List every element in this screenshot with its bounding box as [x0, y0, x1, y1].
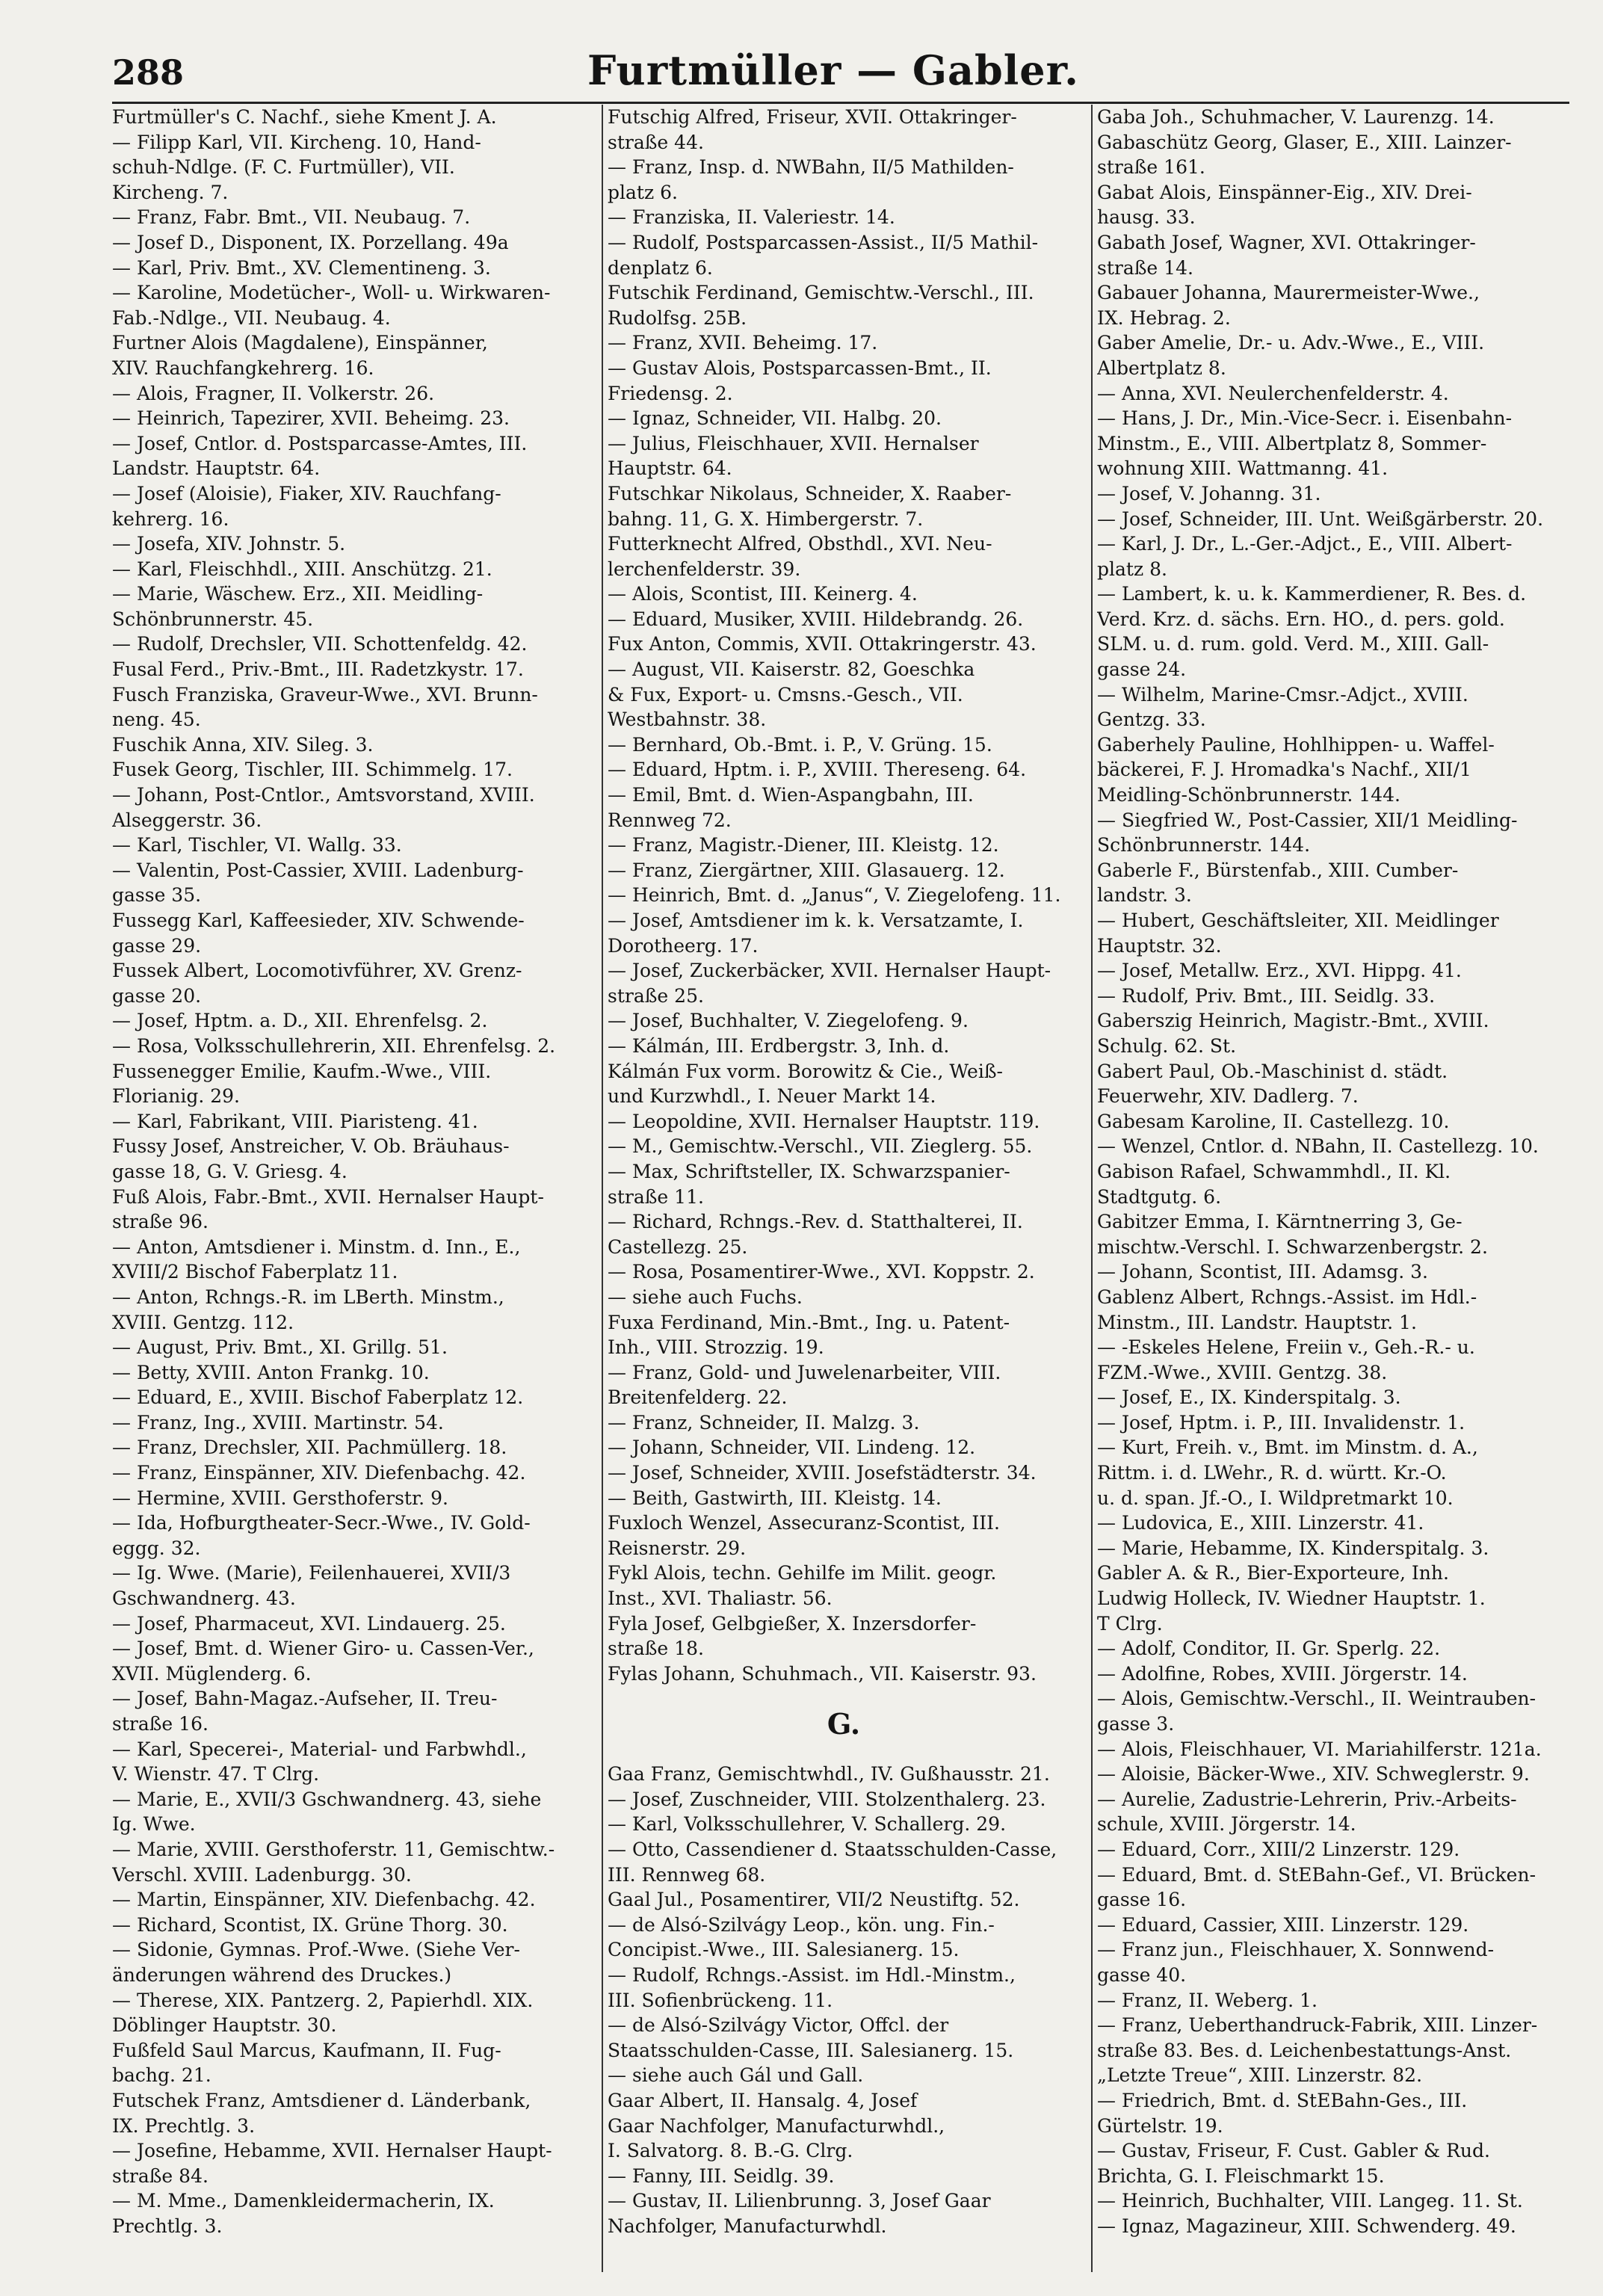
- directory-entry-line: — Hermine, XVIII. Gersthoferstr. 9.: [112, 1487, 448, 1509]
- directory-entry-line: Fykl Alois, techn. Gehilfe im Milit. geogr.: [608, 1562, 997, 1584]
- directory-entry-line: — Johann, Schneider, VII. Lindeng. 12.: [608, 1436, 976, 1459]
- directory-entry-line: Brichta, G. I. Fleischmarkt 15.: [1097, 2164, 1385, 2187]
- directory-entry-line: Staatsschulden-Casse, III. Salesianerg. 15.: [608, 2039, 1014, 2061]
- directory-entry-line: — M., Gemischtw.-Verschl., VII. Zieglerg. 55.: [608, 1135, 1033, 1158]
- directory-entry-line: Westbahnstr. 38.: [608, 709, 767, 731]
- directory-entry-line: — Eduard, Bmt. d. StEBahn-Gef., VI. Brücken-: [1097, 1863, 1536, 1886]
- directory-entry-line: — Karl, Tischler, VI. Wallg. 33.: [112, 834, 402, 857]
- directory-entry-line: XVIII/2 Bischof Faberplatz 11.: [112, 1261, 398, 1283]
- directory-entry-line: Albertplatz 8.: [1097, 357, 1226, 379]
- directory-entry-line: gasse 18, G. V. Griesg. 4.: [112, 1160, 348, 1182]
- directory-entry-line: Verschl. XVIII. Ladenburgg. 30.: [112, 1863, 412, 1886]
- directory-entry-line: Fusch Franziska, Graveur-Wwe., XVI. Brunn-: [112, 683, 538, 706]
- directory-entry-line: Kircheng. 7.: [112, 181, 229, 203]
- directory-entry-line: — Franz, Insp. d. NWBahn, II/5 Mathilden-: [608, 156, 1014, 179]
- directory-entry-line: — Karl, Priv. Bmt., XV. Clementineng. 3.: [112, 256, 491, 279]
- directory-entry-line: Fußfeld Saul Marcus, Kaufmann, II. Fug-: [112, 2039, 501, 2061]
- directory-entry-line: Minstm., III. Landstr. Hauptstr. 1.: [1097, 1311, 1417, 1333]
- directory-entry-line: — Josef, Schneider, XVIII. Josefstädterstr. 34.: [608, 1462, 1037, 1484]
- directory-entry-line: Fuxloch Wenzel, Assecuranz-Scontist, III.: [608, 1512, 1000, 1534]
- directory-entry-line: — Josef, Zuckerbäcker, XVII. Hernalser Haupt-: [608, 960, 1051, 982]
- directory-entry-line: — Karoline, Modetücher-, Woll- u. Wirkwaren-: [112, 282, 551, 304]
- directory-entry-line: SLM. u. d. rum. gold. Verd. M., XIII. Gall-: [1097, 633, 1489, 655]
- directory-entry-line: — Karl, J. Dr., L.-Ger.-Adjct., E., VIII. Albert-: [1097, 533, 1513, 555]
- directory-entry-line: — Otto, Cassendiener d. Staatsschulden-Casse,: [608, 1838, 1057, 1860]
- directory-entry-line: — Marie, Hebamme, IX. Kinderspitalg. 3.: [1097, 1537, 1489, 1559]
- directory-entry-line: — Gustav, Friseur, F. Cust. Gabler & Rud.: [1097, 2140, 1490, 2162]
- directory-entry-line: Fuschik Anna, XIV. Sileg. 3.: [112, 733, 374, 756]
- directory-entry-line: — Josef (Aloisie), Fiaker, XIV. Rauchfang-: [112, 482, 501, 504]
- directory-entry-line: Fyla Josef, Gelbgießer, X. Inzersdorfer-: [608, 1612, 977, 1635]
- directory-entry-line: [608, 1737, 1080, 1762]
- directory-entry-line: lerchenfelderstr. 39.: [608, 558, 801, 580]
- directory-entry-line: — Eduard, Musiker, XVIII. Hildebrandg. 26.: [608, 608, 1024, 630]
- directory-entry-line: — Johann, Post-Cntlor., Amtsvorstand, XVIII.: [112, 784, 535, 806]
- directory-entry-line: — Franz jun., Fleischhauer, X. Sonnwend-: [1097, 1939, 1495, 1961]
- directory-entry-line: — Franz, II. Weberg. 1.: [1097, 1989, 1318, 2011]
- directory-entry-line: & Fux, Export- u. Cmsns.-Gesch., VII.: [608, 683, 963, 706]
- directory-entry-line: bäckerei, F. J. Hromadka's Nachf., XII/1: [1097, 759, 1471, 781]
- directory-entry-line: Dorotheerg. 17.: [608, 934, 759, 957]
- directory-entry-line: — Adolf, Conditor, II. Gr. Sperlg. 22.: [1097, 1638, 1441, 1660]
- directory-entry-line: Nachfolger, Manufacturwhdl.: [608, 2215, 887, 2237]
- directory-entry-line: Landstr. Hauptstr. 64.: [112, 457, 321, 480]
- directory-entry-line: Rudolfsg. 25B.: [608, 306, 747, 329]
- directory-entry-line: Gabitzer Emma, I. Kärntnerring 3, Ge-: [1097, 1211, 1463, 1233]
- directory-entry-line: kehrerg. 16.: [112, 507, 229, 530]
- directory-entry-line: III. Sofienbrückeng. 11.: [608, 1989, 833, 2011]
- directory-entry-line: — Ludovica, E., XIII. Linzerstr. 41.: [1097, 1512, 1424, 1534]
- directory-entry-line: — Josef, V. Johanng. 31.: [1097, 482, 1321, 504]
- directory-entry-line: — Josef, Zuschneider, VIII. Stolzenthalerg. 23.: [608, 1788, 1046, 1810]
- directory-entry-line: änderungen während des Druckes.): [112, 1963, 452, 1986]
- directory-entry-line: T Clrg.: [1097, 1612, 1163, 1635]
- directory-entry-line: straße 44.: [608, 131, 704, 153]
- directory-entry-line: — Beith, Gastwirth, III. Kleistg. 14.: [608, 1487, 942, 1509]
- directory-entry-line: — Karl, Fabrikant, VIII. Piaristeng. 41.: [112, 1110, 478, 1132]
- directory-entry-line: Futschik Ferdinand, Gemischtw.-Verschl., III.: [608, 282, 1034, 304]
- directory-entry-line: Verd. Krz. d. sächs. Ern. HO., d. pers. gold.: [1097, 608, 1505, 630]
- directory-entry-line: Gürtelstr. 19.: [1097, 2114, 1223, 2137]
- directory-entry-line: Gaar Nachfolger, Manufacturwhdl.,: [608, 2114, 945, 2137]
- directory-entry-line: Gaberszig Heinrich, Magistr.-Bmt., XVIII.: [1097, 1010, 1489, 1032]
- directory-entry-line: — Josef, Buchhalter, V. Ziegelofeng. 9.: [608, 1010, 969, 1032]
- directory-entry-line: — Alois, Scontist, III. Keinerg. 4.: [608, 583, 918, 605]
- directory-entry-line: straße 14.: [1097, 256, 1193, 279]
- directory-entry-line: — Heinrich, Tapezirer, XVII. Beheimg. 23.: [112, 407, 510, 430]
- directory-entry-line: Schulg. 62. St.: [1097, 1034, 1237, 1057]
- directory-entry-line: Hauptstr. 32.: [1097, 934, 1222, 957]
- directory-entry-line: — Siegfried W., Post-Cassier, XII/1 Meidling-: [1097, 809, 1518, 831]
- directory-entry-line: — Martin, Einspänner, XIV. Diefenbachg. 42.: [112, 1889, 536, 1911]
- directory-entry-line: straße 16.: [112, 1713, 209, 1735]
- directory-entry-line: Gentzg. 33.: [1097, 709, 1206, 731]
- directory-entry-line: und Kurzwhdl., I. Neuer Markt 14.: [608, 1085, 936, 1108]
- directory-entry-line: — Gustav, II. Lilienbrunng. 3, Josef Gaar: [608, 2190, 991, 2212]
- directory-entry-line: Inh., VIII. Strozzig. 19.: [608, 1336, 824, 1359]
- directory-entry-line: — Betty, XVIII. Anton Frankg. 10.: [112, 1361, 430, 1383]
- directory-entry-line: — Josef D., Disponent, IX. Porzellang. 49a: [112, 231, 509, 253]
- directory-entry-line: — -Eskeles Helene, Freiin v., Geh.-R.- u.: [1097, 1336, 1475, 1359]
- directory-entry-line: Hauptstr. 64.: [608, 457, 732, 480]
- directory-entry-line: — Richard, Scontist, IX. Grüne Thorg. 30.: [112, 1913, 508, 1936]
- directory-entry-line: platz 6.: [608, 181, 678, 203]
- directory-entry-line: — Heinrich, Bmt. d. „Janus“, V. Ziegelofeng. 11.: [608, 884, 1061, 907]
- directory-entry-line: Gabaschütz Georg, Glaser, E., XIII. Lainzer-: [1097, 131, 1512, 153]
- directory-entry-line: — Eduard, Hptm. i. P., XVIII. Thereseng. 64.: [608, 759, 1027, 781]
- directory-entry-line: I. Salvatorg. 8. B.-G. Clrg.: [608, 2140, 853, 2162]
- directory-entry-line: — Julius, Fleischhauer, XVII. Hernalser: [608, 432, 979, 454]
- directory-entry-line: — Karl, Specerei-, Material- und Farbwhdl.,: [112, 1738, 527, 1760]
- directory-entry-line: Futschkar Nikolaus, Schneider, X. Raaber-: [608, 482, 1012, 504]
- directory-entry-line: IX. Prechtlg. 3.: [112, 2114, 256, 2137]
- column-1: [112, 105, 590, 2272]
- directory-entry-line: Ig. Wwe.: [112, 1813, 196, 1836]
- directory-entry-line: — Wilhelm, Marine-Cmsr.-Adjct., XVIII.: [1097, 683, 1468, 706]
- directory-entry-line: — Franz, Schneider, II. Malzg. 3.: [608, 1411, 920, 1434]
- directory-entry-line: — Marie, Wäschew. Erz., XII. Meidling-: [112, 583, 484, 605]
- directory-entry-line: Gabesam Karoline, II. Castellezg. 10.: [1097, 1110, 1450, 1132]
- directory-entry-line: — Marie, XVIII. Gersthoferstr. 11, Gemischtw.-: [112, 1838, 555, 1860]
- directory-entry-line: — Josef, Hptm. a. D., XII. Ehrenfelsg. 2.: [112, 1010, 488, 1032]
- directory-entry-line: denplatz 6.: [608, 256, 713, 279]
- directory-entry-line: — Anna, XVI. Neulerchenfelderstr. 4.: [1097, 382, 1449, 404]
- directory-entry-line: platz 8.: [1097, 558, 1167, 580]
- directory-entry-line: — Franz, Ueberthandruck-Fabrik, XIII. Linzer-: [1097, 2014, 1538, 2037]
- directory-entry-line: gasse 24.: [1097, 658, 1187, 681]
- directory-entry-line: — Heinrich, Buchhalter, VIII. Langeg. 11. St.: [1097, 2190, 1523, 2212]
- directory-entry-line: Castellezg. 25.: [608, 1235, 748, 1258]
- directory-entry-line: Schönbrunnerstr. 45.: [112, 608, 314, 630]
- directory-entry-line: Gabler A. & R., Bier-Exporteure, Inh.: [1097, 1562, 1449, 1584]
- directory-entry-line: — Josef, Hptm. i. P., III. Invalidenstr. 1.: [1097, 1411, 1465, 1434]
- page-header: [112, 46, 1554, 106]
- directory-entry-line: — Franz, Ing., XVIII. Martinstr. 54.: [112, 1411, 444, 1434]
- directory-entry-line: wohnung XIII. Wattmanng. 41.: [1097, 457, 1389, 480]
- directory-entry-line: [608, 1686, 1080, 1712]
- directory-entry-line: V. Wienstr. 47. T Clrg.: [112, 1763, 320, 1786]
- directory-entry-line: — Richard, Rchngs.-Rev. d. Statthalterei, II.: [608, 1211, 1023, 1233]
- directory-entry-line: Fux Anton, Commis, XVII. Ottakringerstr. 43.: [608, 633, 1037, 655]
- header-rule: [112, 102, 1569, 104]
- directory-entry-line: — Gustav Alois, Postsparcassen-Bmt., II.: [608, 357, 992, 379]
- directory-entry-line: — Franz, XVII. Beheimg. 17.: [608, 332, 878, 354]
- directory-entry-line: Fussek Albert, Locomotivführer, XV. Grenz-: [112, 960, 522, 982]
- directory-entry-line: — Anton, Rchngs.-R. im LBerth. Minstm.,: [112, 1286, 504, 1308]
- directory-entry-line: — Friedrich, Bmt. d. StEBahn-Ges., III.: [1097, 2089, 1468, 2111]
- directory-entry-line: Rennweg 72.: [608, 809, 732, 831]
- directory-entry-line: — Josef, Schneider, III. Unt. Weißgärberstr. 20.: [1097, 507, 1544, 530]
- directory-entry-line: Furtner Alois (Magdalene), Einspänner,: [112, 332, 488, 354]
- directory-entry-line: Gaberle F., Bürstenfab., XIII. Cumber-: [1097, 859, 1459, 881]
- directory-entry-line: Fussegg Karl, Kaffeesieder, XIV. Schwende-: [112, 910, 525, 931]
- directory-entry-line: — Josef, Bmt. d. Wiener Giro- u. Cassen-Ver.,: [112, 1638, 534, 1660]
- directory-entry-line: — Hans, J. Dr., Min.-Vice-Secr. i. Eisenbahn-: [1097, 407, 1513, 430]
- directory-entry-line: hausg. 33.: [1097, 206, 1196, 229]
- directory-entry-line: — Franz, Drechsler, XII. Pachmüllerg. 18.: [112, 1436, 507, 1459]
- directory-entry-line: — Josef, Bahn-Magaz.-Aufseher, II. Treu-: [112, 1688, 498, 1710]
- directory-entry-line: — Max, Schriftsteller, IX. Schwarzspanier-: [608, 1160, 1010, 1182]
- directory-entry-line: Feuerwehr, XIV. Dadlerg. 7.: [1097, 1085, 1359, 1108]
- directory-entry-line: Fuxa Ferdinand, Min.-Bmt., Ing. u. Patent-: [608, 1311, 1010, 1333]
- directory-entry-line: Futschek Franz, Amtsdiener d. Länderbank,: [112, 2089, 531, 2111]
- directory-entry-line: — Alois, Fragner, II. Volkerstr. 26.: [112, 382, 435, 404]
- directory-entry-line: Furtmüller's C. Nachf., siehe Kment J. A.: [112, 106, 497, 128]
- directory-entry-line: gasse 3.: [1097, 1713, 1175, 1735]
- directory-entry-line: — Adolfine, Robes, XVIII. Jörgerstr. 14.: [1097, 1662, 1468, 1685]
- directory-entry-line: — Franz, Ziergärtner, XIII. Glasauerg. 12.: [608, 859, 1005, 881]
- directory-entry-line: — Franz, Magistr.-Diener, III. Kleistg. 12.: [608, 834, 999, 857]
- directory-entry-line: — siehe auch Gál und Gall.: [608, 2064, 864, 2087]
- directory-entry-line: — Ida, Hofburgtheater-Secr.-Wwe., IV. Gold-: [112, 1512, 531, 1534]
- directory-entry-line: Reisnerstr. 29.: [608, 1537, 747, 1559]
- directory-entry-line: — Alois, Gemischtw.-Verschl., II. Weintrauben-: [1097, 1688, 1536, 1710]
- directory-entry-line: Gabert Paul, Ob.-Maschinist d. städt.: [1097, 1060, 1448, 1082]
- directory-entry-line: — Marie, E., XVII/3 Gschwandnerg. 43, siehe: [112, 1788, 542, 1810]
- directory-entry-line: mischtw.-Verschl. I. Schwarzenbergstr. 2.: [1097, 1235, 1488, 1258]
- directory-entry-line: straße 84.: [112, 2164, 209, 2187]
- directory-entry-line: Inst., XVI. Thaliastr. 56.: [608, 1587, 833, 1610]
- directory-entry-line: Fusal Ferd., Priv.-Bmt., III. Radetzkystr. 17.: [112, 658, 524, 681]
- directory-entry-line: Gaal Jul., Posamentirer, VII/2 Neustiftg. 52.: [608, 1889, 1020, 1911]
- running-head: Furtmüller — Gabler.: [587, 46, 1079, 94]
- directory-entry-line: — Leopoldine, XVII. Hernalser Hauptstr. 119.: [608, 1110, 1040, 1132]
- directory-entry-line: Gaar Albert, II. Hansalg. 4, Josef: [608, 2089, 918, 2111]
- directory-entry-line: Gschwandnerg. 43.: [112, 1587, 296, 1610]
- directory-entry-line: — Bernhard, Ob.-Bmt. i. P., V. Grüng. 15.: [608, 733, 992, 756]
- directory-entry-line: Concipist.-Wwe., III. Salesianerg. 15.: [608, 1939, 960, 1961]
- directory-entry-line: — Josefine, Hebamme, XVII. Hernalser Haupt-: [112, 2140, 552, 2162]
- directory-entry-line: — de Alsó-Szilvágy Victor, Offcl. der: [608, 2014, 949, 2037]
- directory-entry-line: gasse 40.: [1097, 1963, 1187, 1986]
- directory-entry-line: — Rudolf, Postsparcassen-Assist., II/5 Mathil-: [608, 231, 1039, 253]
- directory-entry-line: Fab.-Ndlge., VII. Neubaug. 4.: [112, 306, 391, 329]
- directory-entry-line: „Letzte Treue“, XIII. Linzerstr. 82.: [1097, 2064, 1423, 2087]
- directory-entry-line: Rittm. i. d. LWehr., R. d. württ. Kr.-O.: [1097, 1462, 1447, 1484]
- directory-entry-line: Alseggerstr. 36.: [112, 809, 262, 831]
- directory-entry-line: — Fanny, III. Seidlg. 39.: [608, 2164, 835, 2187]
- directory-entry-line: — Rudolf, Drechsler, VII. Schottenfeldg. 42.: [112, 633, 528, 655]
- directory-entry-line: — siehe auch Fuchs.: [608, 1286, 803, 1308]
- directory-entry-line: Friedensg. 2.: [608, 382, 733, 404]
- directory-entry-line: — Eduard, E., XVIII. Bischof Faberplatz 12.: [112, 1386, 524, 1409]
- directory-entry-line: Gaa Franz, Gemischtwhdl., IV. Gußhausstr. 21.: [608, 1763, 1050, 1786]
- directory-entry-line: schuh-Ndlge. (F. C. Furtmüller), VII.: [112, 156, 455, 179]
- directory-entry-line: Gaberhely Pauline, Hohlhippen- u. Waffel-: [1097, 733, 1495, 756]
- directory-entry-line: — Franz, Einspänner, XIV. Diefenbachg. 42.: [112, 1462, 526, 1484]
- directory-entry-line: Gabison Rafael, Schwammhdl., II. Kl.: [1097, 1160, 1451, 1182]
- directory-entry-line: — Emil, Bmt. d. Wien-Aspangbahn, III.: [608, 784, 974, 806]
- directory-entry-line: Prechtlg. 3.: [112, 2215, 223, 2237]
- directory-entry-line: Fuß Alois, Fabr.-Bmt., XVII. Hernalser Haupt-: [112, 1185, 544, 1208]
- directory-entry-line: Schönbrunnerstr. 144.: [1097, 834, 1311, 857]
- directory-entry-line: — Ignaz, Schneider, VII. Halbg. 20.: [608, 407, 942, 430]
- directory-entry-line: Fylas Johann, Schuhmach., VII. Kaiserstr. 93.: [608, 1662, 1037, 1685]
- directory-entry-line: Gablenz Albert, Rchngs.-Assist. im Hdl.-: [1097, 1286, 1477, 1308]
- directory-entry-line: XVIII. Gentzg. 112.: [112, 1311, 294, 1333]
- directory-entry-line: Gabat Alois, Einspänner-Eig., XIV. Drei-: [1097, 181, 1472, 203]
- directory-entry-line: neng. 45.: [112, 709, 201, 731]
- directory-entry-line: — Josef, Cntlor. d. Postsparcasse-Amtes, III.: [112, 432, 528, 454]
- directory-entry-line: gasse 16.: [1097, 1889, 1187, 1911]
- directory-entry-line: — Eduard, Corr., XIII/2 Linzerstr. 129.: [1097, 1838, 1460, 1860]
- directory-entry-line: Gabauer Johanna, Maurermeister-Wwe.,: [1097, 282, 1480, 304]
- directory-entry-line: Breitenfelderg. 22.: [608, 1386, 788, 1409]
- directory-entry-line: bachg. 21.: [112, 2064, 211, 2087]
- directory-entry-line: Kálmán Fux vorm. Borowitz & Cie., Weiß-: [608, 1060, 1003, 1082]
- directory-entry-line: straße 96.: [112, 1211, 209, 1233]
- directory-entry-line: — Filipp Karl, VII. Kircheng. 10, Hand-: [112, 131, 481, 153]
- directory-entry-line: — Ignaz, Magazineur, XIII. Schwenderg. 49.: [1097, 2215, 1516, 2237]
- directory-entry-line: Gaber Amelie, Dr.- u. Adv.-Wwe., E., VIII.: [1097, 332, 1485, 354]
- directory-entry-line: Futterknecht Alfred, Obsthdl., XVI. Neu-: [608, 533, 992, 555]
- directory-entry-line: — Rudolf, Priv. Bmt., III. Seidlg. 33.: [1097, 984, 1436, 1007]
- directory-entry-line: Fusek Georg, Tischler, III. Schimmelg. 17.: [112, 759, 513, 781]
- directory-entry-line: — Alois, Fleischhauer, VI. Mariahilferstr. 121a.: [1097, 1738, 1542, 1760]
- directory-entry-line: u. d. span. Jf.-O., I. Wildpretmarkt 10.: [1097, 1487, 1454, 1509]
- directory-entry-line: Fussy Josef, Anstreicher, V. Ob. Bräuhaus-: [112, 1135, 510, 1158]
- directory-entry-line: — Josefa, XIV. Johnstr. 5.: [112, 533, 346, 555]
- directory-entry-line: Futschig Alfred, Friseur, XVII. Ottakringer-: [608, 106, 1017, 128]
- directory-entry-line: — Franz, Gold- und Juwelenarbeiter, VIII.: [608, 1361, 1001, 1383]
- directory-entry-line: — Anton, Amtsdiener i. Minstm. d. Inn., E.,: [112, 1235, 521, 1258]
- directory-entry-line: — de Alsó-Szilvágy Leop., kön. ung. Fin.-: [608, 1913, 995, 1936]
- directory-entry-line: — Lambert, k. u. k. Kammerdiener, R. Bes. d.: [1097, 583, 1527, 605]
- directory-entry-line: Minstm., E., VIII. Albertplatz 8, Sommer-: [1097, 432, 1487, 454]
- directory-entry-line: XIV. Rauchfangkehrerg. 16.: [112, 357, 374, 379]
- directory-entry-line: Stadtgutg. 6.: [1097, 1185, 1222, 1208]
- directory-entry-line: — Rudolf, Rchngs.-Assist. im Hdl.-Minstm.,: [608, 1963, 1016, 1986]
- directory-entry-line: Gabath Josef, Wagner, XVI. Ottakringer-: [1097, 231, 1476, 253]
- directory-entry-line: Döblinger Hauptstr. 30.: [112, 2014, 337, 2037]
- directory-entry-line: IX. Hebrag. 2.: [1097, 306, 1231, 329]
- directory-entry-line: — Franz, Fabr. Bmt., VII. Neubaug. 7.: [112, 206, 471, 229]
- directory-columns: [112, 105, 1569, 2272]
- directory-entry-line: — Aurelie, Zadustrie-Lehrerin, Priv.-Arbeits-: [1097, 1788, 1517, 1810]
- directory-entry-line: — Karl, Fleischhdl., XIII. Anschützg. 21.: [112, 558, 492, 580]
- directory-entry-line: Florianig. 29.: [112, 1085, 240, 1108]
- directory-entry-line: landstr. 3.: [1097, 884, 1192, 907]
- directory-entry-line: — Eduard, Cassier, XIII. Linzerstr. 129.: [1097, 1913, 1469, 1936]
- directory-entry-line: straße 25.: [608, 984, 704, 1007]
- page-number: 288: [112, 52, 185, 93]
- directory-entry-line: III. Rennweg 68.: [608, 1863, 766, 1886]
- directory-entry-line: straße 18.: [608, 1638, 704, 1660]
- column-3: [1091, 105, 1569, 2272]
- directory-entry-line: — Sidonie, Gymnas. Prof.-Wwe. (Siehe Ver-: [112, 1939, 520, 1961]
- directory-entry-line: Ludwig Holleck, IV. Wiedner Hauptstr. 1.: [1097, 1587, 1486, 1610]
- directory-entry-line: — Johann, Scontist, III. Adamsg. 3.: [1097, 1261, 1428, 1283]
- directory-entry-line: Fussenegger Emilie, Kaufm.-Wwe., VIII.: [112, 1060, 492, 1082]
- directory-entry-line: — M. Mme., Damenkleidermacherin, IX.: [112, 2190, 495, 2212]
- directory-entry-line: gasse 29.: [112, 934, 202, 957]
- directory-entry-line: — Kurt, Freih. v., Bmt. im Minstm. d. A.,: [1097, 1436, 1478, 1459]
- directory-entry-line: — Josef, Amtsdiener im k. k. Versatzamte, I.: [608, 910, 1024, 931]
- directory-entry-line: Meidling-Schönbrunnerstr. 144.: [1097, 784, 1400, 806]
- directory-entry-line: — Josef, Metallw. Erz., XVI. Hippg. 41.: [1097, 960, 1462, 982]
- directory-entry-line: — Josef, E., IX. Kinderspitalg. 3.: [1097, 1386, 1401, 1409]
- directory-entry-line: bahng. 11, G. X. Himbergerstr. 7.: [608, 507, 924, 530]
- directory-entry-line: gasse 35.: [112, 884, 202, 907]
- directory-entry-line: — August, Priv. Bmt., XI. Grillg. 51.: [112, 1336, 448, 1359]
- directory-entry-line: eggg. 32.: [112, 1537, 201, 1559]
- column-2: [602, 105, 1080, 2272]
- section-heading: G.: [827, 1712, 861, 1737]
- directory-entry-line: — Valentin, Post-Cassier, XVIII. Ladenburg-: [112, 859, 524, 881]
- directory-entry-line: gasse 20.: [112, 984, 202, 1007]
- directory-entry-line: FZM.-Wwe., XVIII. Gentzg. 38.: [1097, 1361, 1388, 1383]
- directory-entry-line: — August, VII. Kaiserstr. 82, Goeschka: [608, 658, 975, 681]
- directory-entry-line: — Wenzel, Cntlor. d. NBahn, II. Castellezg. 10.: [1097, 1135, 1539, 1158]
- directory-entry-line: — Karl, Volksschullehrer, V. Schallerg. 29.: [608, 1813, 1007, 1836]
- directory-entry-line: — Kálmán, III. Erdbergstr. 3, Inh. d.: [608, 1034, 950, 1057]
- directory-entry-line: — Therese, XIX. Pantzerg. 2, Papierhdl. XIX.: [112, 1989, 534, 2011]
- directory-entry-line: — Franziska, II. Valeriestr. 14.: [608, 206, 895, 229]
- directory-entry-line: straße 161.: [1097, 156, 1205, 179]
- directory-entry-line: — Aloisie, Bäcker-Wwe., XIV. Schweglerstr. 9.: [1097, 1763, 1530, 1786]
- directory-entry-line: XVII. Müglenderg. 6.: [112, 1662, 312, 1685]
- directory-entry-line: straße 11.: [608, 1185, 704, 1208]
- directory-entry-line: — Ig. Wwe. (Marie), Feilenhauerei, XVII/3: [112, 1562, 511, 1584]
- directory-entry-line: Gaba Joh., Schuhmacher, V. Laurenzg. 14.: [1097, 106, 1495, 128]
- directory-entry-line: straße 83. Bes. d. Leichenbestattungs-Anst.: [1097, 2039, 1512, 2061]
- directory-entry-line: — Hubert, Geschäftsleiter, XII. Meidlinger: [1097, 910, 1499, 931]
- directory-entry-line: — Rosa, Volksschullehrerin, XII. Ehrenfelsg. 2.: [112, 1034, 556, 1057]
- directory-entry-line: — Josef, Pharmaceut, XVI. Lindauerg. 25.: [112, 1612, 506, 1635]
- directory-entry-line: — Rosa, Posamentirer-Wwe., XVI. Koppstr. 2.: [608, 1261, 1035, 1283]
- directory-entry-line: schule, XVIII. Jörgerstr. 14.: [1097, 1813, 1356, 1836]
